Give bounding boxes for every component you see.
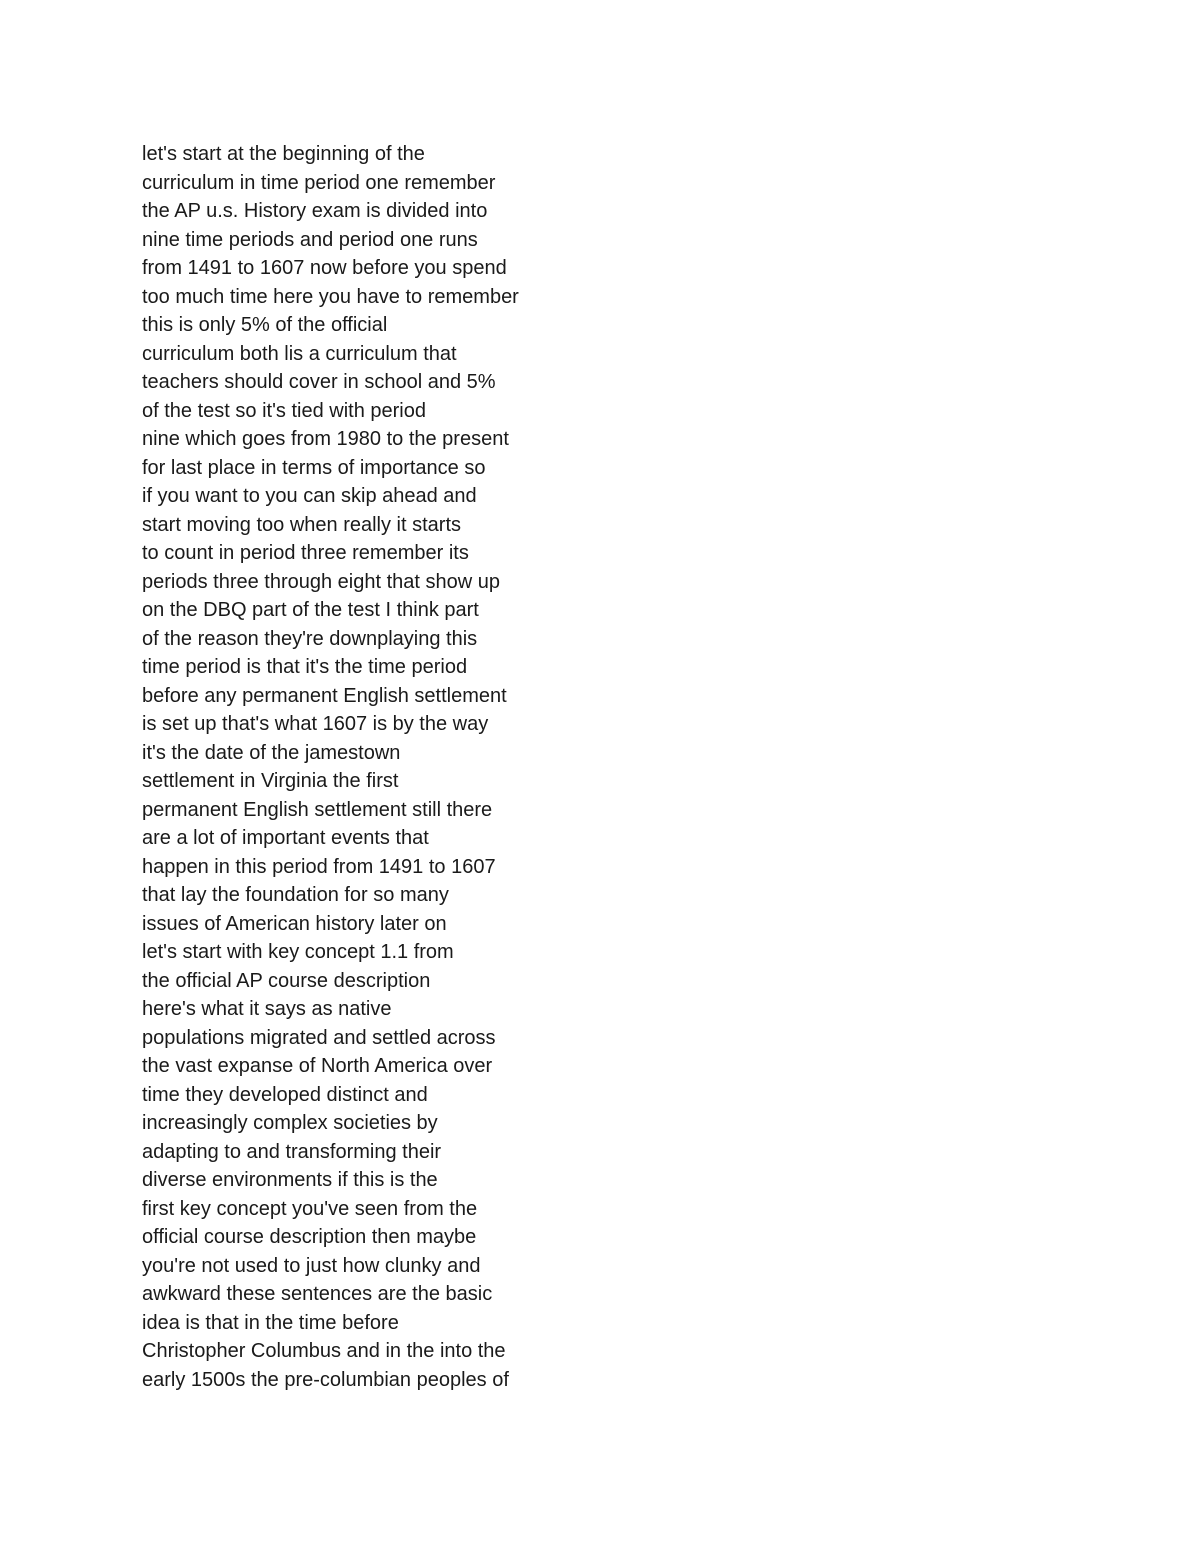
text-line: the official AP course description (142, 969, 431, 992)
text-line: populations migrated and settled across (142, 1026, 496, 1049)
text-line: here's what it says as native (142, 998, 392, 1020)
text-line: start moving too when really it starts (142, 513, 462, 536)
transcript-text (142, 140, 702, 1394)
text-line: the AP u.s. History exam is divided into (142, 200, 488, 222)
text-line: on the DBQ part of the test I think part (142, 599, 479, 621)
text-line: it's the date of the jamestown (142, 741, 401, 764)
text-line: Christopher Columbus and in the into the (142, 1340, 506, 1362)
text-line: let's start at the beginning of the (142, 143, 425, 165)
text-line: increasingly complex societies by (142, 1112, 438, 1134)
text-line: permanent English settlement still there (142, 798, 493, 821)
text-line: of the test so it's tied with period (142, 399, 426, 422)
text-line: awkward these sentences are the basic (142, 1283, 493, 1305)
text-line: too much time here you have to remember (142, 285, 519, 308)
text-line: the vast expanse of North America over (142, 1055, 493, 1077)
text-line: time they developed distinct and (142, 1083, 428, 1106)
text-line: are a lot of important events that (142, 827, 429, 849)
text-line: nine which goes from 1980 to the present (142, 428, 509, 450)
text-line: for last place in terms of importance so (142, 456, 486, 479)
text-line: first key concept you've seen from the (142, 1197, 478, 1220)
text-line: settlement in Virginia the first (142, 770, 399, 792)
text-line: that lay the foundation for so many (142, 884, 449, 906)
text-line: happen in this period from 1491 to 1607 (142, 855, 496, 878)
text-line: if you want to you can skip ahead and (142, 485, 477, 507)
text-line: adapting to and transforming their (142, 1140, 442, 1163)
text-line: time period is that it's the time period (142, 656, 468, 678)
text-line: periods three through eight that show up (142, 570, 501, 593)
text-line: to count in period three remember its (142, 542, 469, 564)
text-line: curriculum both lis a curriculum that (142, 342, 457, 365)
text-line: of the reason they're downplaying this (142, 627, 478, 650)
text-line: issues of American history later on (142, 912, 447, 935)
text-line: you're not used to just how clunky and (142, 1254, 481, 1277)
text-line: diverse environments if this is the (142, 1169, 438, 1191)
text-line: this is only 5% of the official (142, 314, 388, 336)
text-line: teachers should cover in school and 5% (142, 371, 496, 393)
text-line: before any permanent English settlement (142, 684, 507, 707)
text-line: official course description then maybe (142, 1226, 477, 1248)
text-line: curriculum in time period one remember (142, 171, 496, 194)
text-line: from 1491 to 1607 now before you spend (142, 257, 507, 279)
text-line: is set up that's what 1607 is by the way (142, 713, 489, 735)
text-line: early 1500s the pre-columbian peoples of (142, 1368, 509, 1391)
text-line: nine time periods and period one runs (142, 228, 478, 251)
text-line: idea is that in the time before (142, 1311, 399, 1334)
text-line: let's start with key concept 1.1 from (142, 941, 454, 963)
